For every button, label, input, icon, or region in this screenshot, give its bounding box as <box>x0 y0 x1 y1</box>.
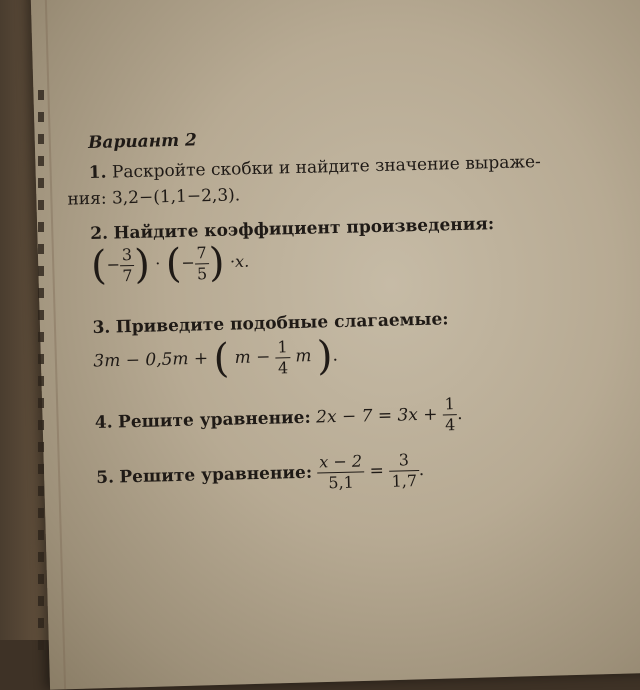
fraction-numerator: 3 <box>398 450 410 470</box>
task-4-text: Решите уравнение: <box>117 407 312 433</box>
inner-end: m <box>295 346 312 367</box>
fraction-right <box>389 452 419 490</box>
paren-open-2: ( <box>165 240 182 288</box>
task-4-equation: 2x − 7 = 3x + <box>315 404 438 428</box>
fraction-7-5 <box>194 242 209 283</box>
fraction-numerator: 1 <box>277 336 288 356</box>
task-2-number: 2. <box>90 223 109 245</box>
fraction-numerator: 7 <box>196 242 207 262</box>
task-5-number: 5. <box>96 467 115 488</box>
task-3-expression <box>93 333 339 383</box>
fraction-1-4 <box>275 336 290 377</box>
expr-start: 3m − 0,5m + <box>93 348 209 372</box>
dot-operator: · <box>155 253 161 273</box>
fraction-denominator: 4 <box>444 415 456 435</box>
task-4-end: . <box>456 403 463 425</box>
fraction-1-4-eq <box>442 396 457 433</box>
fraction-denominator: 5,1 <box>328 472 355 493</box>
task-1-line-1 <box>89 152 541 183</box>
task-5-line <box>96 452 425 497</box>
task-2-text: Найдите коэффициент произведения: <box>113 214 495 244</box>
task-4-line <box>94 396 462 442</box>
paren-close: ) <box>316 333 334 380</box>
task-1-text-cont: ния: 3,2−(1,1−2,3). <box>67 185 241 210</box>
fraction-denominator: 5 <box>196 263 208 283</box>
task-1-text: Раскройте скобки и найдите значение выраже- <box>111 151 542 183</box>
fraction-denominator: 4 <box>277 357 289 377</box>
task-2-expression <box>90 239 250 290</box>
expr-end: . <box>332 345 339 366</box>
variant-title: Вариант 2 <box>87 130 198 154</box>
fraction-denominator: 1,7 <box>391 471 418 491</box>
paren-close-2: ) <box>208 239 226 287</box>
paren-open: ( <box>213 335 230 383</box>
fraction-numerator: x − 2 <box>319 451 363 472</box>
sign-2: − <box>181 252 195 273</box>
fraction-3-7 <box>120 246 135 283</box>
inner-start: m − <box>234 347 271 369</box>
task-1-line-2 <box>67 185 240 209</box>
task-1-number: 1. <box>88 162 107 184</box>
fraction-left <box>317 453 365 491</box>
task-3-line <box>92 309 448 338</box>
fraction-numerator: 3 <box>121 244 133 264</box>
paren-open-1: ( <box>90 242 108 290</box>
task-5-end: . <box>418 459 425 481</box>
task-4-number: 4. <box>94 412 113 433</box>
equals-sign: = <box>369 460 385 482</box>
task-2-tail: ·x. <box>229 251 250 272</box>
paren-close-1: ) <box>133 241 151 288</box>
fraction-numerator: 1 <box>444 394 456 414</box>
fraction-denominator: 7 <box>122 265 133 285</box>
task-3-number: 3. <box>92 317 111 338</box>
task-2-line <box>90 214 494 244</box>
sign-1: − <box>106 254 121 275</box>
task-3-text: Приведите подобные слагаемые: <box>115 309 449 338</box>
task-5-text: Решите уравнение: <box>119 462 313 488</box>
